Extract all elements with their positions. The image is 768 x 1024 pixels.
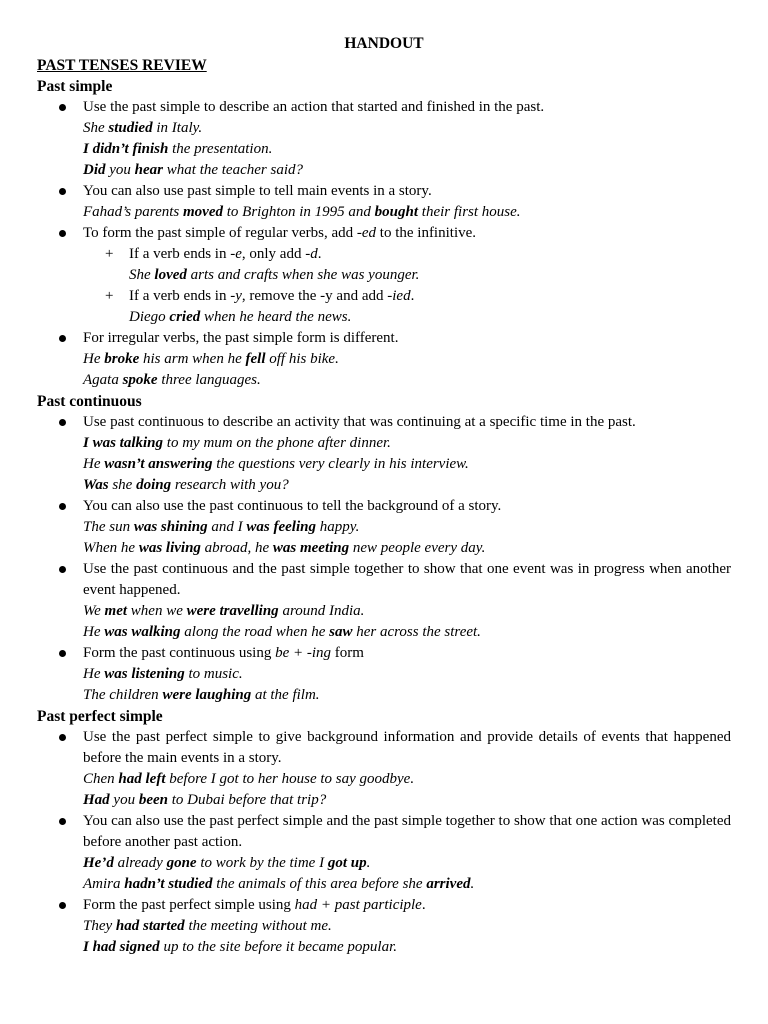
example-sentence xyxy=(83,790,731,811)
text-run: form xyxy=(331,645,364,661)
rule-text xyxy=(83,643,731,664)
text-run: Form the past continuous using xyxy=(83,645,276,661)
bullet-item xyxy=(37,412,731,496)
text-run: and I xyxy=(207,519,247,535)
bold-text: hear xyxy=(134,162,164,178)
text-run: He xyxy=(83,351,105,367)
bold-text: He’d xyxy=(83,855,114,871)
bold-text: saw xyxy=(329,624,353,640)
example-sentence xyxy=(83,202,731,223)
text-run: You can also use the past perfect simple and the past simple together to show that one action was completed before another past action. xyxy=(83,813,731,850)
example-sentence xyxy=(83,601,731,622)
text-run: to Brighton in 1995 and xyxy=(223,204,375,220)
italic-text: -ed xyxy=(356,225,377,241)
bold-text: was shining xyxy=(133,519,208,535)
bullet-dot-icon xyxy=(59,902,66,909)
text-run: To form the past simple of regular verbs, add xyxy=(83,225,357,241)
bullet-dot-icon xyxy=(59,566,66,573)
bold-text: was walking xyxy=(104,624,181,640)
section-heading: Past simple xyxy=(37,78,113,95)
sub-item xyxy=(83,286,731,328)
example-sentence xyxy=(83,370,731,391)
bullet-item xyxy=(37,811,731,895)
bold-text: was feeling xyxy=(246,519,316,535)
text-run: Fahad’s parents xyxy=(83,204,184,220)
text-run: Use past continuous to describe an activity that was continuing at a specific time in the past. xyxy=(83,414,636,430)
bullet-list xyxy=(37,97,731,391)
document-title: HANDOUT xyxy=(344,35,424,52)
text-run: the questions very clearly in his interview. xyxy=(212,456,469,472)
text-run: she xyxy=(108,477,137,493)
text-run: If a verb ends in xyxy=(129,246,231,262)
bold-text: were laughing xyxy=(162,687,252,703)
rule-text xyxy=(129,286,731,307)
bullet-list xyxy=(37,412,731,706)
rule-text xyxy=(83,328,731,349)
bold-text: Had xyxy=(83,792,110,808)
example-sentence xyxy=(129,265,731,286)
bold-text: had left xyxy=(118,771,166,787)
bullet-item xyxy=(37,223,731,328)
text-run: abroad, he xyxy=(200,540,273,556)
bullet-dot-icon xyxy=(59,230,66,237)
example-sentence xyxy=(83,538,731,559)
example-sentence xyxy=(83,685,731,706)
rule-text xyxy=(83,412,731,433)
italic-text: be + -ing xyxy=(275,645,332,661)
bullet-item xyxy=(37,328,731,391)
example-sentence xyxy=(83,622,731,643)
text-run: You can also use the past continuous to tell the background of a story. xyxy=(83,498,502,514)
italic-text: -e xyxy=(230,246,242,262)
text-run: the animals of this area before she xyxy=(212,876,427,892)
bullet-dot-icon xyxy=(59,188,66,195)
text-run: off his bike. xyxy=(265,351,339,367)
text-run: She xyxy=(129,267,155,283)
main-heading: PAST TENSES REVIEW xyxy=(37,57,207,74)
text-run: research with you? xyxy=(171,477,289,493)
text-run: He xyxy=(83,624,105,640)
example-sentence xyxy=(83,475,731,496)
text-run: three languages. xyxy=(157,372,261,388)
bullet-dot-icon xyxy=(59,419,66,426)
text-run: He xyxy=(83,456,105,472)
text-run: Use the past simple to describe an action that started and finished in the past. xyxy=(83,99,545,115)
text-run: arts and crafts when she was younger. xyxy=(186,267,420,283)
text-run: The children xyxy=(83,687,163,703)
text-run: . xyxy=(410,288,415,304)
bold-text: met xyxy=(104,603,128,619)
example-sentence xyxy=(83,664,731,685)
bullet-dot-icon xyxy=(59,734,66,741)
text-run: when he heard the news. xyxy=(200,309,352,325)
text-run: She xyxy=(83,120,109,136)
text-run: what the teacher said? xyxy=(163,162,303,178)
example-sentence xyxy=(83,433,731,454)
bullet-dot-icon xyxy=(59,104,66,111)
bold-text: cried xyxy=(169,309,201,325)
bold-text: wasn’t answering xyxy=(104,456,213,472)
bold-text: bought xyxy=(374,204,419,220)
rule-text xyxy=(83,181,731,202)
bold-text: Did xyxy=(83,162,106,178)
text-run: their first house. xyxy=(418,204,521,220)
text-run: new people every day. xyxy=(349,540,486,556)
bullet-dot-icon xyxy=(59,503,66,510)
text-run: around India. xyxy=(278,603,365,619)
bold-text: loved xyxy=(154,267,187,283)
text-run: to the infinitive. xyxy=(376,225,477,241)
bold-text: was meeting xyxy=(272,540,350,556)
bold-text: I had signed xyxy=(83,939,160,955)
text-run: Chen xyxy=(83,771,119,787)
rule-text xyxy=(83,727,731,769)
text-run: happy. xyxy=(315,519,360,535)
text-run: the meeting without me. xyxy=(184,918,332,934)
bold-text: fell xyxy=(245,351,266,367)
bullet-item xyxy=(37,559,731,643)
bullet-item xyxy=(37,97,731,181)
text-run: already xyxy=(113,855,167,871)
rule-text xyxy=(83,496,731,517)
text-run: For irregular verbs, the past simple form is different. xyxy=(83,330,399,346)
bold-text: studied xyxy=(108,120,153,136)
bold-text: moved xyxy=(183,204,223,220)
text-run: If a verb ends in xyxy=(129,288,231,304)
rule-text xyxy=(83,97,731,118)
bold-text: was listening xyxy=(104,666,185,682)
text-run: you xyxy=(109,792,139,808)
text-run: Amira xyxy=(83,876,125,892)
example-sentence xyxy=(83,517,731,538)
text-run: to my mum on the phone after dinner. xyxy=(163,435,391,451)
rule-text xyxy=(83,811,731,853)
example-sentence xyxy=(83,916,731,937)
rule-text xyxy=(83,559,731,601)
bold-text: had started xyxy=(115,918,185,934)
example-sentence xyxy=(83,349,731,370)
italic-text: -d xyxy=(305,246,318,262)
text-run: . xyxy=(470,876,475,892)
text-run: Agata xyxy=(83,372,123,388)
text-run: We xyxy=(83,603,105,619)
section-heading: Past perfect simple xyxy=(37,708,163,725)
bold-text: spoke xyxy=(122,372,158,388)
text-run: . xyxy=(317,246,322,262)
example-sentence xyxy=(83,139,731,160)
bold-text: hadn’t studied xyxy=(124,876,213,892)
text-run: at the film. xyxy=(251,687,320,703)
text-run: in Italy. xyxy=(152,120,203,136)
text-run: The sun xyxy=(83,519,134,535)
rule-text xyxy=(129,244,731,265)
bullet-item xyxy=(37,895,731,958)
text-run: , only add xyxy=(241,246,306,262)
bullet-dot-icon xyxy=(59,335,66,342)
text-run: the presentation. xyxy=(168,141,273,157)
bold-text: I didn’t finish xyxy=(83,141,169,157)
text-run: up to the site before it became popular. xyxy=(159,939,398,955)
sections-container xyxy=(37,76,731,958)
text-run: when we xyxy=(127,603,187,619)
section-heading: Past continuous xyxy=(37,393,142,410)
text-run: , remove the -y and add xyxy=(241,288,388,304)
bullet-item xyxy=(37,496,731,559)
example-sentence xyxy=(83,454,731,475)
plus-icon: + xyxy=(105,288,114,304)
rule-text xyxy=(83,895,731,916)
text-run: to work by the time I xyxy=(196,855,328,871)
text-run: When he xyxy=(83,540,139,556)
example-sentence xyxy=(83,937,731,958)
text-run: Diego xyxy=(129,309,170,325)
bold-text: got up xyxy=(327,855,367,871)
bold-text: Was xyxy=(83,477,109,493)
text-run: They xyxy=(83,918,116,934)
example-sentence xyxy=(83,160,731,181)
text-run: . xyxy=(366,855,371,871)
text-run: along the road when he xyxy=(180,624,330,640)
plus-icon: + xyxy=(105,246,114,262)
sub-item xyxy=(83,244,731,286)
bullet-dot-icon xyxy=(59,818,66,825)
text-run: Form the past perfect simple using xyxy=(83,897,295,913)
example-sentence xyxy=(83,118,731,139)
example-sentence xyxy=(83,769,731,790)
text-run: his arm when he xyxy=(139,351,246,367)
bold-text: were travelling xyxy=(186,603,279,619)
text-run: . xyxy=(421,897,426,913)
rule-text xyxy=(83,223,731,244)
text-run: Use the past perfect simple to give background information and provide details of events that happened before the main events in a story. xyxy=(83,729,731,766)
italic-text: -ied xyxy=(387,288,411,304)
text-run: before I got to her house to say goodbye. xyxy=(165,771,415,787)
italic-text: -y xyxy=(230,288,242,304)
example-sentence xyxy=(129,307,731,328)
italic-text: had + past participle xyxy=(294,897,422,913)
bullet-item xyxy=(37,727,731,811)
handout-content xyxy=(37,55,731,958)
bold-text: gone xyxy=(166,855,197,871)
text-run: He xyxy=(83,666,105,682)
bold-text: broke xyxy=(104,351,140,367)
text-run: to music. xyxy=(184,666,243,682)
bold-text: was living xyxy=(138,540,201,556)
bullet-list xyxy=(37,727,731,958)
bold-text: been xyxy=(138,792,169,808)
bold-text: arrived xyxy=(426,876,471,892)
text-run: Use the past continuous and the past simple together to show that one event was in progress when another event happened. xyxy=(83,561,731,598)
text-run: her across the street. xyxy=(352,624,481,640)
text-run: You can also use past simple to tell main events in a story. xyxy=(83,183,432,199)
sub-list xyxy=(83,244,731,328)
bullet-item xyxy=(37,181,731,223)
example-sentence xyxy=(83,853,731,874)
bold-text: I was talking xyxy=(83,435,164,451)
bullet-item xyxy=(37,643,731,706)
example-sentence xyxy=(83,874,731,895)
bold-text: doing xyxy=(136,477,172,493)
text-run: to Dubai before that trip? xyxy=(168,792,327,808)
bullet-dot-icon xyxy=(59,650,66,657)
text-run: you xyxy=(105,162,135,178)
